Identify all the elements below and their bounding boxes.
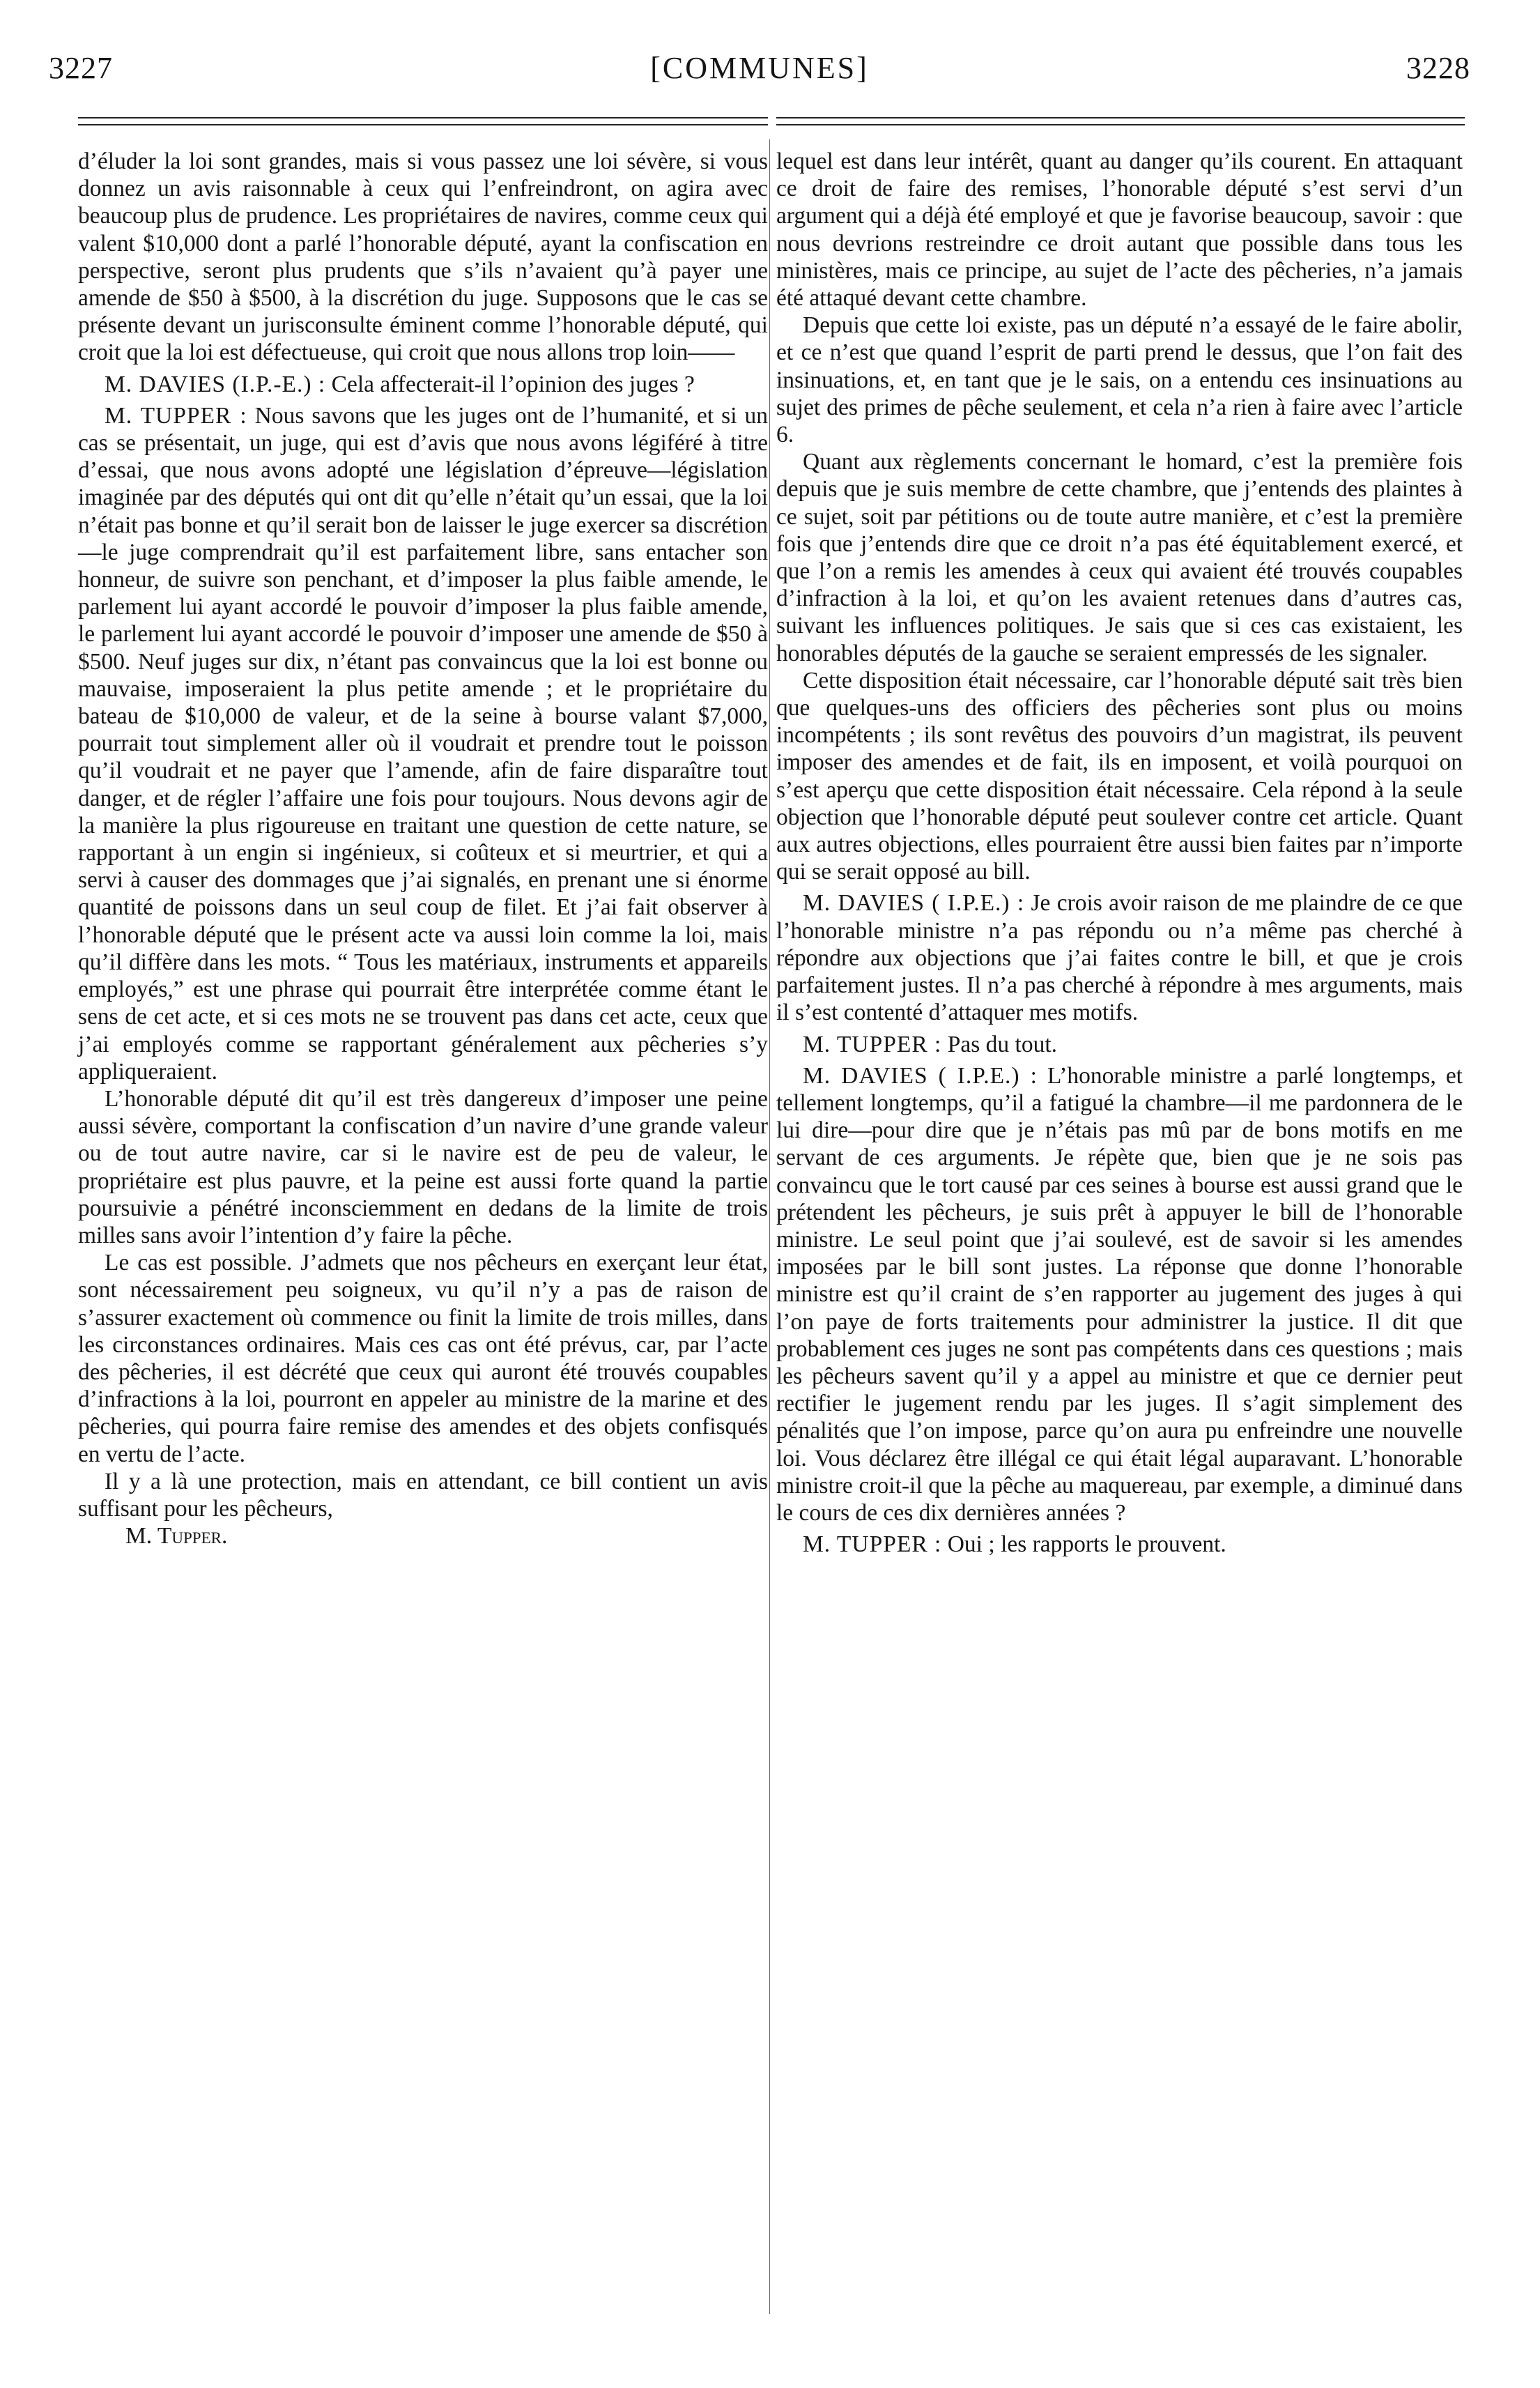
paragraph: Depuis que cette loi existe, pas un député n’a essayé de le faire abolir, et ce n’est que quand l’esprit de parti prend le dessus, que l’on fait des insinuations, et, en tant que je le sais, on a entendu ces insinuations au sujet des primes de pêche seulement, et cela n’a rien à faire avec l’article 6. [776,312,1463,448]
page-number-left: 3227 [49,51,113,85]
header-rule-left-lower [78,124,768,125]
speech-text: Oui ; les rapports le prouvent. [947,1531,1226,1558]
page-title: [COMMUNES] [650,51,869,85]
speaker-name: M. DAVIES ( I.P.E.) : [803,890,1025,917]
speaker-name: M. DAVIES (I.P.-E.) : [105,371,326,397]
paragraph: Quant aux règlements concernant le homard, c’est la première fois depuis que je suis membre de cette chambre, que j’entends des plaintes à ce sujet, soit par pétitions ou de toute autre manière, et c’est la première fois que j’entends dire que ce droit n’a pas été équitablement exercé, et que l’on a remis les amendes à ceux qui avaient été trouvés coupables d’infraction à la loi, et qu’on les avaient retenues dans d’autres cas, suivant les influences politiques. Je sais que si ces cas existaient, les honorables députés de la gauche se seraient empressés de les signaler. [776,449,1463,666]
paragraph: Il y a là une protection, mais en attendant, ce bill contient un avis suffisant pour les pêcheurs, [78,1468,768,1522]
paragraph: L’honorable député dit qu’il est très dangereux d’imposer une peine aussi sévère, comportant la confiscation d’un navire d’une grande valeur ou de tout autre navire, car si le navire est de peu de valeur, le propriétaire est plus pauvre, et la peine est aussi forte quand la partie poursuivie a pénétré inconsciemment en dedans de la limite de trois milles sans avoir l’intention d’y faire la pêche. [78,1085,768,1248]
speaker-name: M. TUPPER : [803,1031,942,1057]
speaker-footer: M. Tupper. [125,1523,228,1549]
speech-paragraph [776,1031,1463,1058]
speech-paragraph [776,889,1463,1026]
speech-text: L’honorable ministre a parlé longtemps, et tellement longtemps, qu’il a fatigué la chambre—il me pardonnera de le lui dire—pour dire que je n’étais pas mû par de bons motifs en me servant de ces arguments. Je répète que, bien que je ne sois pas convaincu que le tort causé par ces seines à bourse est aussi grand que le prétendent les pêcheurs, je suis prêt à appuyer le bill de l’honorable ministre. Le seul point que j’ai soulevé, est de savoir si les amendes imposées par le bill sont justes. La réponse que donne l’honorable ministre est qu’il craint de s’en rapporter au jugement des juges à qui l’on paye de forts traitements pour administrer la justice. Il dit que probablement ces juges ne sont pas compétents dans ces questions ; mais les pêcheurs savent qu’il y a appel au ministre et que ce dernier peut rectifier le jugement rendu par les juges. Il s’agit simplement des pénalités que l’on impose, parce qu’on aura pu enfreindre une nouvelle loi. Vous déclarez être illégal ce qui était légal auparavant. L’honorable ministre croit-il que la pêche au maquereau, par exemple, a diminué dans le cours de ces dix dernières années ? [776,1062,1463,1526]
speaker-name: M. TUPPER : [803,1531,942,1558]
speaker-name: M. DAVIES ( I.P.E.) : [803,1062,1038,1089]
paragraph: lequel est dans leur intérêt, quant au danger qu’ils courent. En attaquant ce droit de faire des remises, l’honorable député s’est servi d’un argument qui a déjà été employé et que je favorise beaucoup, savoir : que nous devrions restreindre ce droit autant que possible dans tous les ministères, mais ce principe, au sujet de l’acte des pêcheries, n’a jamais été attaqué devant cette chambre. [776,148,1463,312]
speaker-name: M. TUPPER : [105,402,247,429]
speech-text: Pas du tout. [947,1031,1057,1057]
paragraph: Le cas est possible. J’admets que nos pêcheurs en exerçant leur état, sont nécessairement peu soigneux, vu qu’il n’y a pas de raison de s’assurer exactement où commence ou finit la limite de trois milles, dans les circonstances ordinaires. Mais ces cas ont été prévus, car, par l’acte des pêcheries, il est décrété que ceux qui auront été trouvés coupables d’infractions à la loi, pourront en appeler au ministre de la marine et des pêcheries, qui pourra faire remise des amendes et des objets confisqués en vertu de l’acte. [78,1250,768,1467]
paragraph: d’éluder la loi sont grandes, mais si vous passez une loi sévère, si vous donnez un avis raisonnable à ceux qui l’enfreindront, on agira avec beaucoup plus de prudence. Les propriétaires de navires, comme ceux qui valent $10,000 dont a parlé l’honorable député, ayant la confiscation en perspective, seront plus prudents que s’ils n’avaient qu’à payer une amende de $50 à $500, à la discrétion du juge. Supposons que le cas se présente devant un jurisconsulte éminent comme l’honorable député, qui croit que la loi est défectueuse, qui croit que nous allons trop loin—— [78,148,768,366]
paragraph: Cette disposition était nécessaire, car l’honorable député sait très bien que quelques-uns des officiers des pêcheries sont plus ou moins incompétents ; ils sont revêtus des pouvoirs d’un magistrat, ils peuvent imposer des amendes et de fait, ils en imposent, et voilà pourquoi on s’est aperçu que cette disposition était nécessaire. Cela répond à la seule objection que l’honorable député peut soulever contre cet article. Quant aux autres objections, elles pourraient être aussi bien faites par n’importe qui se serait opposé au bill. [776,667,1463,885]
left-column [78,148,768,1549]
speech-paragraph [776,1531,1463,1558]
speech-text: Cela affecterait-il l’opinion des juges ? [331,371,695,397]
speech-text: Je crois avoir raison de me plaindre de ce que l’honorable ministre n’a pas répondu ou n’a même pas cherché à répondre aux objections que j’ai faites contre le bill, et que je crois parfaitement justes. Il n’a pas cherché à répondre à mes arguments, mais il s’est contenté d’attaquer mes motifs. [776,890,1463,1026]
page-number-right: 3228 [1406,51,1470,85]
page-header [49,40,1470,89]
header-rule-right [776,117,1465,118]
speech-paragraph [78,371,768,398]
speech-paragraph [78,402,768,1085]
right-column [776,148,1463,1558]
column-divider [769,139,770,2314]
header-rule-right-lower [776,124,1465,125]
speech-paragraph [776,1062,1463,1526]
speech-text: Nous savons que les juges ont de l’humanité, et si un cas se présentait, un juge, qui est d’avis que nous avons légiféré à titre d’essai, que nous avons adopté une législation d’épreuve—législation imaginée par des députés qui ont dit qu’elle n’était qu’un essai, que la loi n’était pas bonne et qu’il serait bon de laisser le juge exercer sa discrétion—le juge comprendrait qu’il est parfaitement libre, sans entacher son honneur, de suivre son penchant, et d’imposer la plus faible amende, le parlement lui ayant accordé le pouvoir d’imposer la plus faible amende, le parlement lui ayant accordé le pouvoir d’imposer une amende de $50 à $500. Neuf juges sur dix, n’étant pas convaincus que la loi est bonne ou mauvaise, imposeraient la plus petite amende ; et le propriétaire du bateau de $10,000 de valeur, et de la seine à bourse valant $7,000, pourrait tout simplement aller où il voudrait et prendre tout le poisson qu’il voudrait et ne payer que l’amende, afin de faire disparaître tout danger, et de régler l’affaire une fois pour toujours. Nous devons agir de la manière la plus rigoureuse en traitant une question de cette nature, se rapportant à un engin si ingénieux, si coûteux et si meurtrier, et qui a servi à causer des dommages que j’ai signalés, en prenant une si énorme quantité de poissons dans un seul coup de filet. Et j’ai fait observer à l’honorable député que le présent acte va aussi loin comme la loi, mais qu’il diffère dans les mots. “ Tous les matériaux, instruments et appareils employés,” est une phrase qui pourrait être interprétée comme étant le sens de cet acte, et si ces mots ne se trouvent pas dans cet acte, ceux que j’ai employés comme se rapportant généralement aux pêcheries s’y appliqueraient. [78,402,769,1085]
header-rule-left [78,117,768,118]
